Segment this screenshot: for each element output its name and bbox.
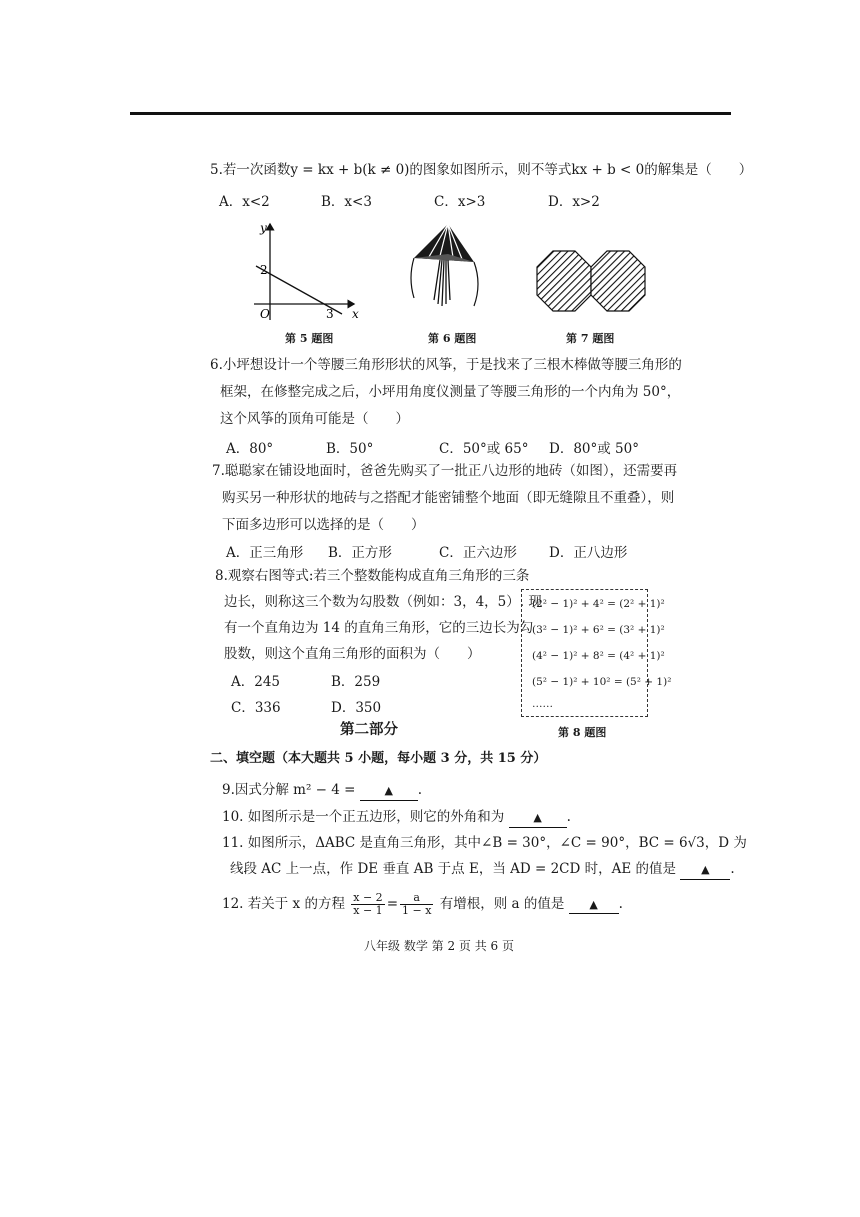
fig5-y-label: y [260, 221, 267, 235]
fig8-equation-1: (2² − 1)² + 4² = (2² + 1)² [532, 598, 665, 610]
q12 [222, 891, 623, 917]
q6-line3: 这个风筝的顶角可能是（ ） [220, 411, 409, 427]
q6-option-a: A．80° [226, 441, 274, 457]
q9 [222, 781, 422, 801]
q7-option-a: A．正三角形 [226, 545, 304, 561]
fig7-caption: 第 7 题图 [566, 332, 615, 345]
q8-line1: 8.观察右图等式:若三个整数能构成直角三角形的三条 [215, 568, 530, 584]
q5-option-d: D．x>2 [548, 194, 600, 210]
q6-option-b: B．50° [326, 441, 374, 457]
q8-option-c: C．336 [231, 700, 281, 716]
q6-option-c: C．50°或 65° [439, 441, 529, 457]
q12-fraction-left [351, 892, 384, 917]
q10 [222, 808, 571, 828]
q6-line1: 6.小坪想设计一个等腰三角形形状的风筝，于是找来了三根木棒做等腰三角形的 [210, 357, 682, 373]
q12-post: 有增根，则 a 的值是 [439, 896, 565, 912]
q11-line1: 11. 如图所示，ΔABC 是直角三角形，其中∠B = 30°，∠C = 90°，BC = 6√3，D 为 [222, 835, 747, 851]
fig8-equation-box [521, 589, 672, 717]
fig6-kite [404, 218, 486, 318]
q11-line2-text: 线段 AC 上一点，作 DE 垂直 AB 于点 E，当 AD = 2CD 时，AE 的值是 [230, 861, 677, 877]
q9-text: 9.因式分解 m² − 4 = [222, 782, 356, 798]
fig8-equation-3: (4² − 1)² + 8² = (4² + 1)² [532, 650, 665, 662]
q11-answer-blank[interactable] [680, 860, 730, 880]
q12-equals: = [386, 896, 398, 912]
q10-end: . [566, 809, 571, 825]
q9-answer-blank[interactable] [360, 781, 418, 801]
header-rule [130, 112, 731, 115]
q12-fraction-right [400, 892, 433, 917]
q10-text: 10. 如图所示是一个正五边形，则它的外角和为 [222, 809, 505, 825]
q7-option-c: C．正六边形 [439, 545, 517, 561]
q11-line2 [230, 860, 735, 880]
q8-line4: 股数，则这个直角三角形的面积为（ ） [224, 646, 481, 662]
q12-frac1-denominator: x − 1 [353, 904, 383, 917]
q7-line2: 购买另一种形状的地砖与之搭配才能密铺整个地面（即无缝隙且不重叠），则 [222, 490, 675, 506]
q12-blank-marker: ▲ [589, 898, 598, 911]
fig8-caption: 第 8 题图 [558, 726, 607, 739]
q10-answer-blank[interactable] [509, 808, 567, 828]
fig7-octagons [534, 249, 652, 313]
q7-line1: 7.聪聪家在铺设地面时，爸爸先购买了一批正八边形的地砖（如图），还需要再 [212, 463, 678, 479]
q9-end: . [417, 782, 423, 798]
fig8-equation-ellipsis: …… [532, 698, 553, 710]
q10-blank-marker: ▲ [533, 811, 542, 824]
fig8-equation-4: (5² − 1)² + 10² = (5² + 1)² [532, 676, 672, 688]
q7-option-d: D．正八边形 [549, 545, 628, 561]
q5-option-a: A．x<2 [219, 194, 270, 210]
fig5-x-label: x [352, 307, 359, 321]
q11-end: . [730, 861, 735, 877]
part2-title: 第二部分 [340, 721, 398, 738]
q12-end: . [618, 896, 623, 912]
q8-line2: 边长，则称这三个数为勾股数（例如：3，4，5）. 现 [224, 594, 542, 610]
q9-blank-marker: ▲ [384, 784, 394, 797]
fig5-y-intercept-label: 2 [260, 263, 268, 277]
q8-option-b: B．259 [331, 674, 381, 690]
page-footer: 八年级 数学 第 2 页 共 6 页 [364, 939, 514, 953]
q6-line2: 框架，在修整完成之后，小坪用角度仪测量了等腰三角形的一个内角为 50°， [220, 384, 681, 400]
fig5-graph [246, 218, 366, 326]
q12-frac2-denominator: 1 − x [402, 904, 432, 917]
q8-line3: 有一个直角边为 14 的直角三角形，它的三边长为勾 [224, 620, 534, 636]
fig5-caption: 第 5 题图 [285, 332, 334, 345]
q7-line3: 下面多边形可以选择的是（ ） [222, 517, 425, 533]
q5-stem: 5.若一次函数y = kx + b(k ≠ 0)的图象如图所示，则不等式kx + b < 0的解集是（ ） [210, 162, 753, 178]
fig5-origin-label: O [260, 307, 270, 321]
fig8-equation-2: (3² − 1)² + 6² = (3² + 1)² [532, 624, 665, 636]
q8-option-d: D．350 [331, 700, 382, 716]
q12-pre: 12. 若关于 x 的方程 [222, 896, 345, 912]
q11-blank-marker: ▲ [701, 863, 710, 876]
q7-option-b: B．正方形 [328, 545, 392, 561]
q12-answer-blank[interactable] [569, 896, 619, 914]
fig6-caption: 第 6 题图 [428, 332, 477, 345]
section2-heading: 二、填空题（本大题共 5 小题，每小题 3 分，共 15 分） [210, 751, 547, 766]
q5-option-c: C．x>3 [434, 194, 486, 210]
q5-option-b: B．x<3 [321, 194, 372, 210]
q6-option-d: D．80°或 50° [549, 441, 639, 457]
q12-frac1-numerator: x − 2 [353, 891, 383, 904]
fig5-x-intercept-label: 3 [326, 307, 334, 321]
q8-option-a: A．245 [231, 674, 281, 690]
q12-frac2-numerator: a [400, 892, 433, 905]
